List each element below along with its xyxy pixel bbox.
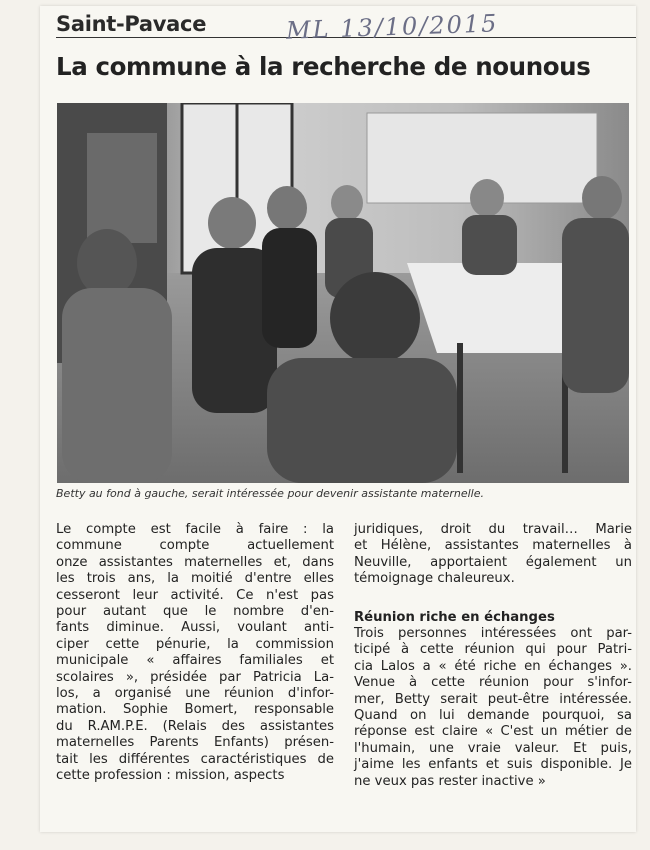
photo-caption: Betty au fond à gauche, serait intéressée pour devenir assistante maternelle. xyxy=(56,487,484,500)
right-column-top-text xyxy=(354,522,632,588)
text-line: mation. Sophie Bomert, responsable xyxy=(56,702,334,718)
text-line: du R.AM.P.E. (Relais des assistantes xyxy=(56,718,334,734)
text-line: fants diminue. Aussi, voulant anti- xyxy=(56,620,334,636)
text-line: pour autant que le nombre d'en- xyxy=(56,604,334,620)
text-line: et Hélène, assistantes maternelles à xyxy=(354,538,632,554)
meeting-photo-illustration xyxy=(57,103,629,483)
text-line: ciper cette pénurie, la commission xyxy=(56,636,334,652)
text-line: j'aime les enfants et suis disponible. Je xyxy=(354,757,632,773)
text-line: ne veux pas rester inactive » xyxy=(354,773,546,789)
text-line: réponse est claire « C'est un métier de xyxy=(354,724,632,740)
handwritten-date-note: ML 13/10/2015 xyxy=(285,9,499,45)
text-line: l'humain, une vraie valeur. Et puis, xyxy=(354,740,632,756)
rubric-bar xyxy=(56,9,636,45)
article-photo xyxy=(57,103,629,483)
text-line: Le compte est facile à faire : la xyxy=(56,522,334,537)
text-line: cette profession : mission, aspects xyxy=(56,768,285,784)
text-line: onze assistantes maternelles et, dans xyxy=(56,554,334,570)
text-line: Neuville, apportaient également un xyxy=(354,554,632,570)
text-line: scolaires », présidée par Patricia La- xyxy=(56,669,334,685)
text-line: Venue à cette réunion pour s'infor- xyxy=(354,675,632,691)
right-column-bottom-text xyxy=(354,626,632,790)
article-column-left xyxy=(56,522,334,785)
article-headline: La commune à la recherche de nounous xyxy=(56,52,591,81)
text-line: municipale « affaires familiales et xyxy=(56,653,334,669)
text-line: juridiques, droit du travail… Marie xyxy=(354,522,632,537)
article-subheading: Réunion riche en échanges xyxy=(354,609,555,625)
text-line: mer, Betty serait peut-être intéressée. xyxy=(354,691,632,707)
text-line: tait les différentes caractéristiques de xyxy=(56,751,334,767)
text-line: les trois ans, la moitié d'entre elles xyxy=(56,571,334,587)
text-line: cesseront leur activité. Ce n'est pas xyxy=(56,587,334,603)
article-column-right xyxy=(354,522,632,790)
text-line: Trois personnes intéressées ont par- xyxy=(354,626,632,642)
text-line: ticipé à cette réunion qui pour Patri- xyxy=(354,642,632,658)
text-line: maternelles Parents Enfants) présen- xyxy=(56,735,334,751)
section-rubric: Saint-Pavace xyxy=(56,12,207,36)
text-line: cia Lalos a « été riche en échanges ». xyxy=(354,658,632,674)
text-line: Quand on lui demande pourquoi, sa xyxy=(354,708,632,724)
text-line: témoignage chaleureux. xyxy=(354,571,515,587)
text-line: los, a organisé une réunion d'infor- xyxy=(56,686,334,702)
text-line: commune compte actuellement xyxy=(56,538,334,554)
